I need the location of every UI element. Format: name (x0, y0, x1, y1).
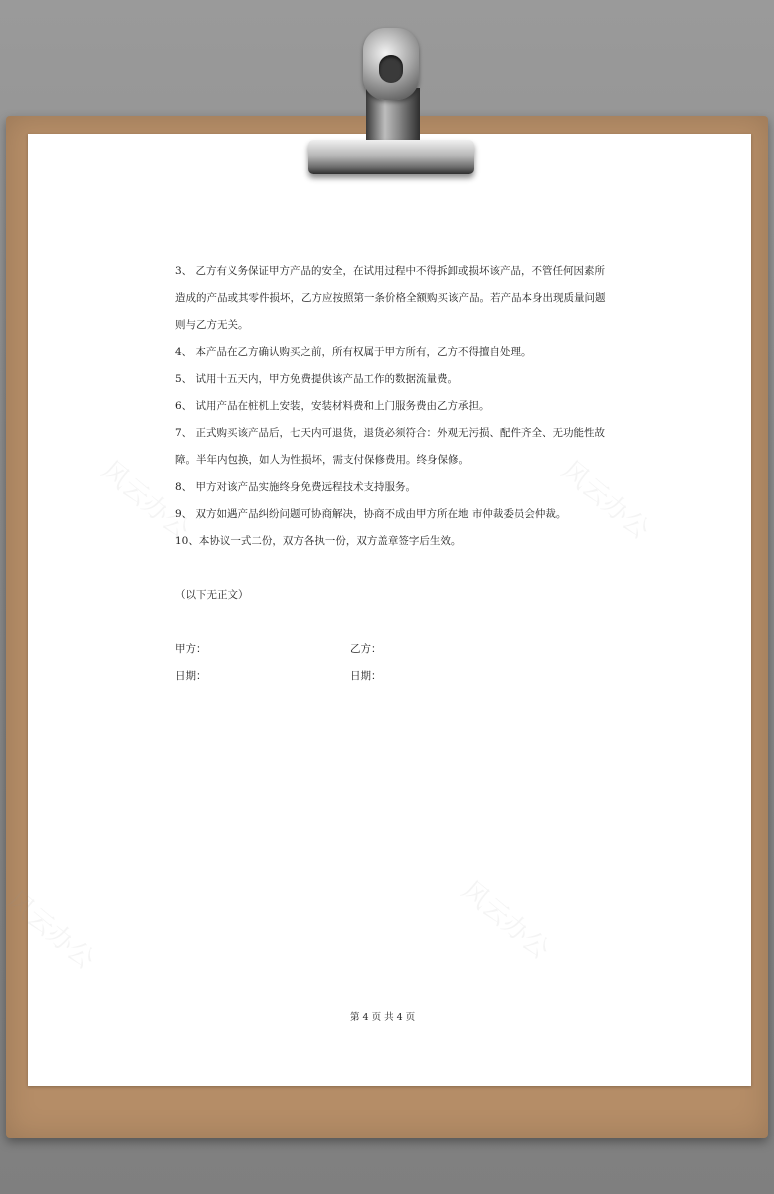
clause-line: 3、 乙方有义务保证甲方产品的安全，在试用过程中不得拆卸或损坏该产品，不管任何因素所 (175, 265, 606, 277)
party-a-label: 甲方： (175, 643, 207, 655)
clause-line: 5、 试用十五天内，甲方免费提供该产品工作的数据流量费。 (175, 373, 459, 385)
clause-line: 障。半年内包换，如人为性损坏，需支付保修费用。终身保修。 (175, 454, 469, 466)
watermark: 风云办公 (455, 875, 555, 966)
clause-line: 造成的产品或其零件损坏，乙方应按照第一条价格全额购买该产品。若产品本身出现质量问题 (175, 292, 606, 304)
page-number: 第 4 页 共 4 页 (350, 1012, 416, 1023)
clause-line: 6、 试用产品在桩机上安装，安装材料费和上门服务费由乙方承担。 (175, 400, 490, 412)
end-note: （以下无正文） (175, 589, 249, 601)
watermark: 风云办公 (0, 885, 100, 976)
clause-line: 8、 甲方对该产品实施终身免费远程技术支持服务。 (175, 481, 417, 493)
watermark: 风云办公 (555, 455, 655, 546)
clip-hole (379, 55, 403, 83)
clause-line: 7、 正式购买该产品后，七天内可退货，退货必须符合：外观无污损、配件齐全、无功能性故 (175, 427, 606, 439)
party-b-label: 乙方： (350, 643, 382, 655)
watermark: 风云办公 (95, 455, 195, 546)
clause-line: 9、 双方如遇产品纠纷问题可协商解决，协商不成由甲方所在地 市仲裁委员会仲裁。 (175, 508, 567, 520)
date-a-label: 日期： (175, 670, 207, 682)
clause-line: 4、 本产品在乙方确认购买之前，所有权属于甲方所有，乙方不得擅自处理。 (175, 346, 532, 358)
clause-line: 10、本协议一式二份，双方各执一份，双方盖章签字后生效。 (175, 535, 462, 547)
date-b-label: 日期： (350, 670, 382, 682)
clip-base (308, 140, 474, 174)
clause-line: 则与乙方无关。 (175, 319, 249, 331)
